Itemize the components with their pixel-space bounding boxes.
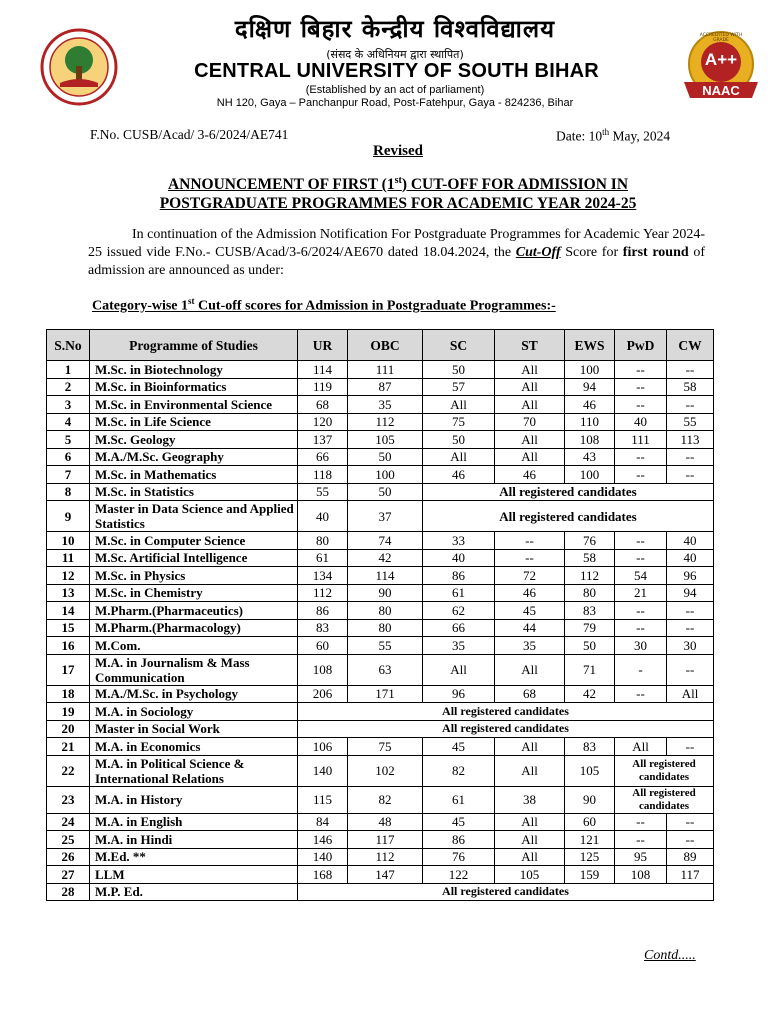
table-row [47,866,714,884]
serial-number-cell: 24 [47,813,90,831]
st-cell: All [495,813,565,831]
ur-cell: 140 [298,848,348,866]
serial-number-cell: 21 [47,738,90,756]
table-row [47,431,714,449]
established-hindi: (संसद के अधिनियम द्वारा स्थापित) [326,48,464,61]
sc-cell: 61 [423,786,495,813]
ur-cell: 106 [298,738,348,756]
obc-cell: 112 [348,413,423,431]
st-cell: -- [495,532,565,550]
table-row [47,532,714,550]
ews-cell: 42 [565,685,615,703]
table-row [47,831,714,849]
st-cell: 70 [495,413,565,431]
table-row [47,755,714,786]
table-row [47,883,714,901]
st-cell: -- [495,549,565,567]
serial-number-cell: 16 [47,637,90,655]
st-cell: 45 [495,602,565,620]
ews-cell: 100 [565,361,615,379]
column-header: Programme of Studies [90,330,298,361]
programme-cell: M.Sc. in Mathematics [90,466,298,484]
st-cell: 68 [495,685,565,703]
programme-cell: M.Sc. in Bioinformatics [90,378,298,396]
cw-cell: 30 [667,637,714,655]
category-heading: Category-wise 1st Cut-off scores for Admission in Postgraduate Programmes:- [92,296,556,314]
serial-number-cell: 13 [47,584,90,602]
ews-cell: 112 [565,567,615,585]
sc-cell: 33 [423,532,495,550]
ur-cell: 137 [298,431,348,449]
table-row [47,619,714,637]
serial-number-cell: 23 [47,786,90,813]
ews-cell: 159 [565,866,615,884]
obc-cell: 117 [348,831,423,849]
all-registered-cell: All registered candidates [298,883,714,901]
university-name-english: CENTRAL UNIVERSITY OF SOUTH BIHAR [194,60,599,82]
column-header: ST [495,330,565,361]
ur-cell: 115 [298,786,348,813]
column-header: SC [423,330,495,361]
sc-cell: 35 [423,637,495,655]
cw-cell: -- [667,831,714,849]
table-row [47,848,714,866]
obc-cell: 63 [348,654,423,685]
table-row [47,466,714,484]
column-header: OBC [348,330,423,361]
sc-cell: All [423,396,495,414]
sc-cell: 50 [423,361,495,379]
ur-cell: 61 [298,549,348,567]
column-header: UR [298,330,348,361]
obc-cell: 80 [348,619,423,637]
table-row [47,501,714,532]
pwd-cell: -- [615,466,667,484]
ur-cell: 80 [298,532,348,550]
st-cell: All [495,448,565,466]
cw-cell: All [667,685,714,703]
cw-cell: -- [667,602,714,620]
serial-number-cell: 20 [47,720,90,738]
cw-cell: -- [667,466,714,484]
ur-cell: 206 [298,685,348,703]
st-cell: All [495,378,565,396]
ur-cell: 83 [298,619,348,637]
obc-cell: 50 [348,448,423,466]
pwd-cell: -- [615,549,667,567]
all-registered-cell: All registered candidates [615,786,714,813]
obc-cell: 111 [348,361,423,379]
column-header: EWS [565,330,615,361]
pwd-cell: -- [615,813,667,831]
pwd-cell: - [615,654,667,685]
serial-number-cell: 17 [47,654,90,685]
cw-cell: -- [667,813,714,831]
university-address: NH 120, Gaya – Panchanpur Road, Post-Fatehpur, Gaya - 824236, Bihar [216,97,574,109]
st-cell: 35 [495,637,565,655]
table-row [47,602,714,620]
pwd-cell: 21 [615,584,667,602]
document-date: Date: 10th May, 2024 [556,127,671,144]
serial-number-cell: 2 [47,378,90,396]
obc-cell: 74 [348,532,423,550]
st-cell: 105 [495,866,565,884]
obc-cell: 171 [348,685,423,703]
obc-cell: 75 [348,738,423,756]
serial-number-cell: 10 [47,532,90,550]
ews-cell: 83 [565,602,615,620]
sc-cell: 45 [423,738,495,756]
ews-cell: 125 [565,848,615,866]
cw-cell: -- [667,361,714,379]
obc-cell: 112 [348,848,423,866]
serial-number-cell: 15 [47,619,90,637]
ews-cell: 83 [565,738,615,756]
sc-cell: 66 [423,619,495,637]
st-cell: 38 [495,786,565,813]
ur-cell: 55 [298,483,348,501]
cw-cell: 40 [667,549,714,567]
st-cell: All [495,361,565,379]
programme-cell: M.Sc. in Statistics [90,483,298,501]
revised-label: Revised [373,143,423,159]
programme-cell: M.A. in Sociology [90,703,298,721]
programme-cell: M.Ed. ** [90,848,298,866]
obc-cell: 50 [348,483,423,501]
ews-cell: 108 [565,431,615,449]
ews-cell: 105 [565,755,615,786]
pwd-cell: -- [615,685,667,703]
ur-cell: 66 [298,448,348,466]
st-cell: 46 [495,466,565,484]
ur-cell: 168 [298,866,348,884]
table-row [47,738,714,756]
ur-cell: 68 [298,396,348,414]
programme-cell: M.Sc. in Life Science [90,413,298,431]
obc-cell: 82 [348,786,423,813]
programme-cell: M.Sc. in Biotechnology [90,361,298,379]
established-english: (Established by an act of parliament) [305,84,485,96]
serial-number-cell: 11 [47,549,90,567]
pwd-cell: 111 [615,431,667,449]
sc-cell: 76 [423,848,495,866]
ews-cell: 50 [565,637,615,655]
obc-cell: 100 [348,466,423,484]
sc-cell: All [423,654,495,685]
programme-cell: M.A. in Hindi [90,831,298,849]
table-row [47,448,714,466]
programme-cell: M.Sc. in Environmental Science [90,396,298,414]
serial-number-cell: 7 [47,466,90,484]
programme-cell: M.Com. [90,637,298,655]
programme-cell: M.A. in Journalism & Mass Communication [90,654,298,685]
obc-cell: 55 [348,637,423,655]
st-cell: 46 [495,584,565,602]
ur-cell: 140 [298,755,348,786]
ews-cell: 43 [565,448,615,466]
sc-cell: 82 [423,755,495,786]
serial-number-cell: 4 [47,413,90,431]
announcement-title: ANNOUNCEMENT OF FIRST (1st) CUT-OFF FOR ADMISSION IN POSTGRADUATE PROGRAMMES FOR ACADEMIC YEAR 2024-25 [159,175,637,213]
programme-cell: M.Sc. Artificial Intelligence [90,549,298,567]
pwd-cell: -- [615,361,667,379]
table-header-row [47,330,714,361]
pwd-cell: -- [615,831,667,849]
serial-number-cell: 18 [47,685,90,703]
programme-cell: LLM [90,866,298,884]
ews-cell: 90 [565,786,615,813]
ews-cell: 58 [565,549,615,567]
obc-cell: 114 [348,567,423,585]
serial-number-cell: 28 [47,883,90,901]
pwd-cell: All [615,738,667,756]
sc-cell: 62 [423,602,495,620]
programme-cell: M.Sc. in Computer Science [90,532,298,550]
cw-cell: -- [667,654,714,685]
table-row [47,813,714,831]
serial-number-cell: 3 [47,396,90,414]
serial-number-cell: 8 [47,483,90,501]
university-name-hindi: दक्षिण बिहार केन्द्रीय विश्वविद्यालय [234,15,556,43]
university-logo [40,28,118,106]
all-registered-cell: All registered candidates [423,483,714,501]
st-cell: 72 [495,567,565,585]
serial-number-cell: 14 [47,602,90,620]
st-cell: All [495,848,565,866]
obc-cell: 37 [348,501,423,532]
column-header: PwD [615,330,667,361]
table-row [47,584,714,602]
naac-label: NAAC [702,83,740,98]
ur-cell: 120 [298,413,348,431]
column-header: CW [667,330,714,361]
ews-cell: 80 [565,584,615,602]
naac-badge [678,28,764,108]
table-row [47,378,714,396]
serial-number-cell: 12 [47,567,90,585]
cw-cell: 94 [667,584,714,602]
cw-cell: -- [667,738,714,756]
sc-cell: 86 [423,567,495,585]
pwd-cell: -- [615,448,667,466]
pwd-cell: -- [615,602,667,620]
sc-cell: 61 [423,584,495,602]
obc-cell: 90 [348,584,423,602]
st-cell: All [495,755,565,786]
cw-cell: 96 [667,567,714,585]
naac-top: ACCREDITED WITH GRADE [699,33,743,43]
table-row [47,567,714,585]
sc-cell: 96 [423,685,495,703]
obc-cell: 105 [348,431,423,449]
ews-cell: 71 [565,654,615,685]
table-row [47,654,714,685]
ews-cell: 60 [565,813,615,831]
pwd-cell: 95 [615,848,667,866]
ews-cell: 76 [565,532,615,550]
table-row [47,703,714,721]
serial-number-cell: 6 [47,448,90,466]
serial-number-cell: 5 [47,431,90,449]
cw-cell: -- [667,619,714,637]
sc-cell: 46 [423,466,495,484]
cutoff-table [46,329,714,901]
st-cell: All [495,738,565,756]
table-row [47,549,714,567]
sc-cell: 40 [423,549,495,567]
serial-number-cell: 9 [47,501,90,532]
cw-cell: 55 [667,413,714,431]
ur-cell: 86 [298,602,348,620]
all-registered-cell: All registered candidates [298,720,714,738]
programme-cell: M.A./M.Sc. Geography [90,448,298,466]
st-cell: 44 [495,619,565,637]
serial-number-cell: 19 [47,703,90,721]
programme-cell: M.Sc. in Chemistry [90,584,298,602]
file-number: F.No. CUSB/Acad/ 3-6/2024/AE741 [90,127,289,142]
serial-number-cell: 25 [47,831,90,849]
st-cell: All [495,831,565,849]
sc-cell: 86 [423,831,495,849]
programme-cell: Master in Social Work [90,720,298,738]
programme-cell: M.A. in History [90,786,298,813]
ur-cell: 60 [298,637,348,655]
ur-cell: 118 [298,466,348,484]
ur-cell: 119 [298,378,348,396]
ur-cell: 114 [298,361,348,379]
programme-cell: M.P. Ed. [90,883,298,901]
ur-cell: 40 [298,501,348,532]
ews-cell: 110 [565,413,615,431]
pwd-cell: -- [615,378,667,396]
cw-cell: 113 [667,431,714,449]
cw-cell: 89 [667,848,714,866]
serial-number-cell: 22 [47,755,90,786]
table-row [47,786,714,813]
pwd-cell: 40 [615,413,667,431]
ews-cell: 121 [565,831,615,849]
column-header: S.No [47,330,90,361]
sc-cell: 122 [423,866,495,884]
serial-number-cell: 1 [47,361,90,379]
pwd-cell: -- [615,619,667,637]
programme-cell: M.A. in English [90,813,298,831]
obc-cell: 48 [348,813,423,831]
continued-note: Contd..... [644,948,696,963]
cw-cell: 117 [667,866,714,884]
programme-cell: M.Pharm.(Pharmacology) [90,619,298,637]
cw-cell: -- [667,448,714,466]
sc-cell: 45 [423,813,495,831]
serial-number-cell: 26 [47,848,90,866]
pwd-cell: 108 [615,866,667,884]
ews-cell: 100 [565,466,615,484]
table-row [47,361,714,379]
obc-cell: 42 [348,549,423,567]
obc-cell: 102 [348,755,423,786]
all-registered-cell: All registered candidates [615,755,714,786]
cw-cell: 58 [667,378,714,396]
programme-cell: M.A./M.Sc. in Psychology [90,685,298,703]
ur-cell: 146 [298,831,348,849]
table-row [47,637,714,655]
intro-paragraph: In continuation of the Admission Notification For Postgraduate Programmes for Academic Year 2024-25 issued vide F.No.- CUSB/Acad/3-6/2024/AE670 dated 18.04.2024, the Cut-Off Score for first round of admission are announced as under: [88,227,705,278]
naac-grade: A++ [704,50,738,69]
programme-cell: Master in Data Science and Applied Statistics [90,501,298,532]
ur-cell: 112 [298,584,348,602]
pwd-cell: 54 [615,567,667,585]
table-row [47,413,714,431]
obc-cell: 147 [348,866,423,884]
programme-cell: M.Pharm.(Pharmaceutics) [90,602,298,620]
sc-cell: All [423,448,495,466]
ews-cell: 46 [565,396,615,414]
cw-cell: 40 [667,532,714,550]
programme-cell: M.Sc. Geology [90,431,298,449]
pwd-cell: -- [615,396,667,414]
table-row [47,720,714,738]
obc-cell: 35 [348,396,423,414]
sc-cell: 50 [423,431,495,449]
pwd-cell: -- [615,532,667,550]
cw-cell: -- [667,396,714,414]
table-row [47,685,714,703]
ews-cell: 94 [565,378,615,396]
st-cell: All [495,654,565,685]
st-cell: All [495,396,565,414]
pwd-cell: 30 [615,637,667,655]
ur-cell: 134 [298,567,348,585]
programme-cell: M.A. in Political Science & International Relations [90,755,298,786]
all-registered-cell: All registered candidates [423,501,714,532]
obc-cell: 80 [348,602,423,620]
sc-cell: 57 [423,378,495,396]
st-cell: All [495,431,565,449]
programme-cell: M.Sc. in Physics [90,567,298,585]
table-row [47,396,714,414]
sc-cell: 75 [423,413,495,431]
ews-cell: 79 [565,619,615,637]
serial-number-cell: 27 [47,866,90,884]
obc-cell: 87 [348,378,423,396]
table-row [47,483,714,501]
ur-cell: 84 [298,813,348,831]
programme-cell: M.A. in Economics [90,738,298,756]
ur-cell: 108 [298,654,348,685]
all-registered-cell: All registered candidates [298,703,714,721]
